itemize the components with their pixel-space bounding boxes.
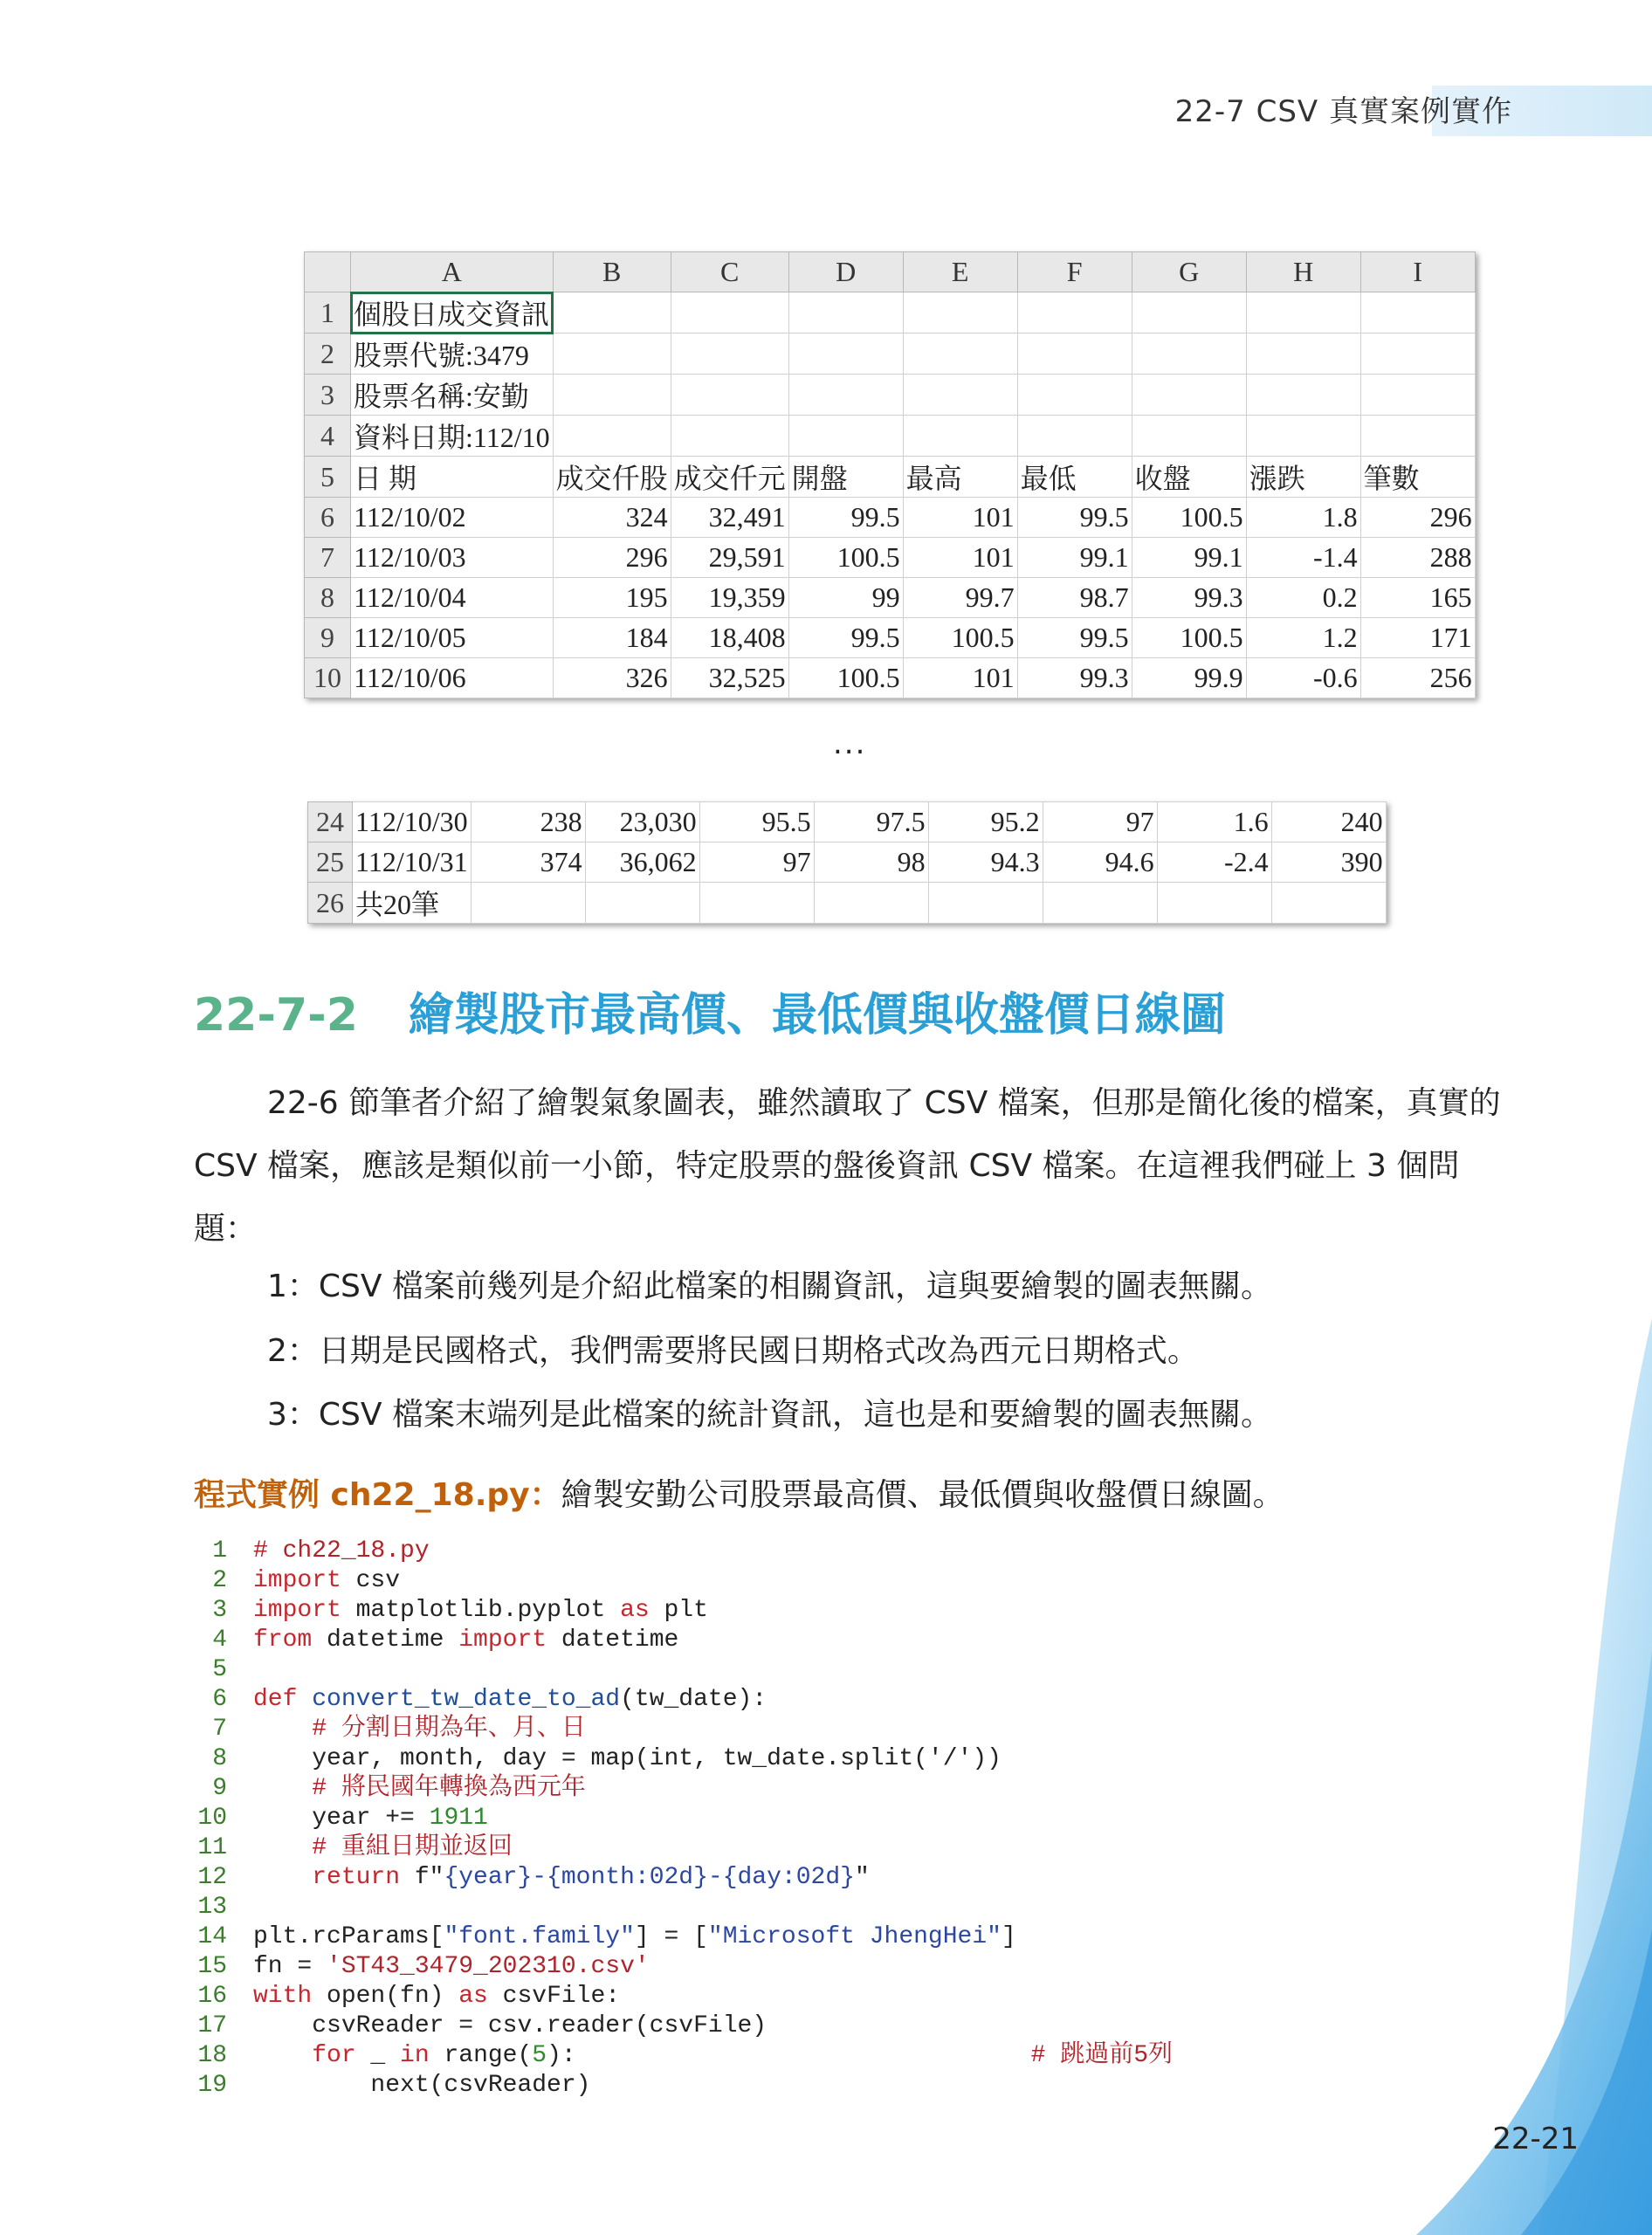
code-keyword: import [253,1597,341,1624]
example-label: 程式實例 ch22_18.py： [194,1477,561,1513]
empty-cell [1132,334,1246,375]
table-cell: 99.9 [1132,658,1246,698]
code-text: plt [649,1597,708,1624]
empty-cell [788,375,903,416]
table-cell: 100.5 [788,538,903,578]
line-number: 14 [197,1923,227,1950]
table-cell: 99.3 [1017,658,1132,698]
empty-cell [553,334,671,375]
code-text: ): [547,2042,576,2069]
code-comment: # 跳過前5列 [1030,2042,1174,2069]
empty-cell [671,416,788,457]
code-line [194,1833,1173,1863]
omission-ellipsis: ... [833,726,867,761]
table-cell: 0.2 [1246,578,1360,618]
table-cell: 開盤 [788,457,903,498]
running-header: 22-7 CSV 真實案例實作 [1174,94,1512,129]
code-comment: # 分割日期為年、月、日 [253,1716,586,1743]
list-item: 1：CSV 檔案前幾列是介紹此檔案的相關資訊，這與要繪製的圖表無關。 [267,1269,1272,1304]
page-number: 22-21 [1492,2122,1579,2156]
code-text: plt.rcParams[ [253,1923,444,1950]
empty-cell [1017,375,1132,416]
section-title: 繪製股市最高價、最低價與收盤價日線圖 [408,989,1226,1042]
table-row [305,334,1476,375]
empty-cell [671,334,788,375]
code-line [194,1744,1173,1774]
line-number: 3 [212,1597,227,1624]
section-heading [194,978,1226,1043]
empty-cell [903,416,1017,457]
table-cell: 165 [1360,578,1475,618]
line-number: 11 [197,1834,227,1861]
empty-cell [553,375,671,416]
table-cell: 收盤 [1132,457,1246,498]
table-cell: 100.5 [1132,618,1246,658]
table-cell: 最低 [1017,457,1132,498]
line-number: 2 [212,1567,227,1594]
table-cell: 296 [553,538,671,578]
section-number: 22-7-2 [194,989,358,1042]
code-line [194,2071,1173,2101]
example-description: 繪製安勤公司股票最高價、最低價與收盤價日線圖。 [561,1477,1284,1513]
empty-cell [1132,292,1246,334]
line-number: 13 [197,1894,227,1921]
code-line [194,2041,1173,2071]
table-row [305,498,1476,538]
line-number: 12 [197,1864,227,1891]
table-cell: 94.3 [928,842,1043,883]
sheet-corner [305,252,351,292]
table-row [305,416,1476,457]
table-cell: 97 [1043,802,1157,842]
table-row [305,658,1476,698]
table-cell: 18,408 [671,618,788,658]
code-text: ] = [ [634,1923,708,1950]
empty-cell [928,883,1043,924]
code-string: {year}-{month:02d}-{day:02d} [444,1864,855,1891]
table-cell: 374 [471,842,585,883]
table-cell: 筆數 [1360,457,1475,498]
code-text: f" [400,1864,444,1891]
table-cell: 101 [903,498,1017,538]
table-cell: -1.4 [1246,538,1360,578]
table-cell: 240 [1271,802,1386,842]
table-cell: 184 [553,618,671,658]
code-text: _ [355,2042,401,2069]
code-line [194,1655,1173,1685]
table-row [308,842,1387,883]
code-keyword: def [253,1686,298,1713]
column-header: D [788,252,903,292]
table-cell: 296 [1360,498,1475,538]
table-cell: 32,525 [671,658,788,698]
empty-cell [1246,375,1360,416]
code-text: next(csvReader) [253,2072,591,2099]
column-header: E [903,252,1017,292]
table-cell: 成交仟元 [671,457,788,498]
table-row [308,802,1387,842]
column-header: F [1017,252,1132,292]
code-keyword: as [458,1983,488,2010]
table-row [305,578,1476,618]
code-text: range( [429,2042,533,2069]
table-cell: 97 [699,842,814,883]
empty-cell [1132,375,1246,416]
table-cell: 99 [788,578,903,618]
code-text: open(fn) [312,1983,459,2010]
code-line [194,1537,1173,1566]
table-cell: 最高 [903,457,1017,498]
code-keyword: with [253,1983,313,2010]
empty-cell [585,883,699,924]
row-number: 9 [305,618,351,658]
column-header: B [553,252,671,292]
table-cell: 326 [553,658,671,698]
empty-cell [1246,292,1360,334]
empty-cell [788,416,903,457]
code-text: ] [1001,1923,1016,1950]
row-number: 5 [305,457,351,498]
table-cell: 94.6 [1043,842,1157,883]
code-line [194,1893,1173,1922]
row-number: 26 [308,883,353,924]
table-cell: 95.2 [928,802,1043,842]
line-number: 18 [197,2042,227,2069]
code-string: "font.family" [444,1923,635,1950]
column-header: C [671,252,788,292]
body-paragraph: 22-6 節筆者介紹了繪製氣象圖表，雖然讀取了 CSV 檔案，但那是簡化後的檔案，真實的 CSV 檔案，應該是類似前一小節，特定股票的盤後資訊 CSV 檔案。在這裡我們碰上 3 個問題： [194,1085,1501,1247]
empty-cell [1271,883,1386,924]
empty-cell [1132,416,1246,457]
empty-cell [1360,292,1475,334]
table-cell: 日 期 [351,457,554,498]
empty-cell [1017,416,1132,457]
table-row [305,292,1476,334]
code-keyword: from [253,1626,313,1654]
line-number: 10 [197,1805,227,1832]
code-keyword: as [620,1597,650,1624]
table-cell: 1.2 [1246,618,1360,658]
row-number: 2 [305,334,351,375]
code-comment: # 將民國年轉換為西元年 [253,1775,586,1802]
table-row [305,538,1476,578]
empty-cell [671,292,788,334]
table-cell: 112/10/31 [353,842,472,883]
column-header: A [351,252,554,292]
code-line [194,1626,1173,1655]
code-text: csv [341,1567,401,1594]
table-cell: 112/10/04 [351,578,554,618]
table-cell: -2.4 [1157,842,1271,883]
table-cell: 97.5 [814,802,928,842]
empty-cell [788,292,903,334]
code-line [194,1863,1173,1893]
empty-cell [903,334,1017,375]
line-number: 9 [212,1775,227,1802]
column-header: G [1132,252,1246,292]
column-header: I [1360,252,1475,292]
list-item: 2：日期是民國格式，我們需要將民國日期格式改為西元日期格式。 [267,1333,1199,1369]
code-keyword: for [253,2042,356,2069]
code-text: matplotlib.pyplot [341,1597,621,1624]
empty-cell [814,883,928,924]
table-cell: 股票名稱:安勤 [351,375,554,416]
table-row [305,375,1476,416]
table-cell: 101 [903,538,1017,578]
code-line [194,1685,1173,1715]
decorative-swoosh [1364,1318,1652,2235]
table-cell: 112/10/06 [351,658,554,698]
empty-cell [553,416,671,457]
table-cell: 股票代號:3479 [351,334,554,375]
code-keyword: return [253,1864,401,1891]
row-number: 7 [305,538,351,578]
table-cell: 99.1 [1017,538,1132,578]
spreadsheet-top [304,251,1476,698]
empty-cell [903,292,1017,334]
code-line [194,1952,1173,1982]
table-cell: 99.5 [788,618,903,658]
code-text: datetime [312,1626,459,1654]
code-text: datetime [547,1626,679,1654]
row-number: 4 [305,416,351,457]
line-number: 17 [197,2012,227,2039]
example-caption [194,1470,1284,1515]
table-cell: 112/10/02 [351,498,554,538]
code-line [194,1982,1173,2012]
code-line [194,1715,1173,1744]
code-number: 5 [532,2042,547,2069]
table-cell: 漲跌 [1246,457,1360,498]
line-number: 16 [197,1983,227,2010]
code-comment: # 重組日期並返回 [253,1834,513,1861]
code-keyword: in [400,2042,430,2069]
table-cell: 99.7 [903,578,1017,618]
row-number: 3 [305,375,351,416]
list-item: 3：CSV 檔案末端列是此檔案的統計資訊，這也是和要繪製的圖表無關。 [267,1397,1272,1433]
code-string: "Microsoft JhengHei" [707,1923,1002,1950]
empty-cell [1043,883,1157,924]
row-number: 1 [305,292,351,334]
code-text: " [854,1864,870,1891]
table-cell: 112/10/03 [351,538,554,578]
table-cell: 324 [553,498,671,538]
empty-cell [1360,334,1475,375]
table-cell: 99.5 [788,498,903,538]
line-number: 7 [212,1716,227,1743]
column-header-row [305,252,1476,292]
table-cell: 238 [471,802,585,842]
table-cell: 98 [814,842,928,883]
code-keyword: import [458,1626,547,1654]
table-cell: 100.5 [788,658,903,698]
empty-cell [699,883,814,924]
row-number: 10 [305,658,351,698]
code-keyword: import [253,1567,341,1594]
table-cell: 1.6 [1157,802,1271,842]
code-line [194,1804,1173,1833]
empty-cell [1017,292,1132,334]
code-listing [194,1537,1173,2101]
table-cell: 112/10/05 [351,618,554,658]
table-row [308,883,1387,924]
code-line [194,2012,1173,2041]
table-row [305,457,1476,498]
empty-cell [1246,416,1360,457]
empty-cell [1360,375,1475,416]
table-cell: 100.5 [903,618,1017,658]
table-cell: 99.5 [1017,498,1132,538]
table-cell: 99.5 [1017,618,1132,658]
table-cell: 100.5 [1132,498,1246,538]
table-cell: 112/10/30 [353,802,472,842]
table-row [305,618,1476,658]
table-cell: -0.6 [1246,658,1360,698]
empty-cell [671,375,788,416]
line-number: 8 [212,1745,227,1772]
code-text: (tw_date): [620,1686,767,1713]
table-cell: 195 [553,578,671,618]
table-cell: 98.7 [1017,578,1132,618]
line-number: 19 [197,2072,227,2099]
table-cell: 成交仟股 [553,457,671,498]
row-number: 25 [308,842,353,883]
table-cell: 共20筆 [353,883,472,924]
code-number: 1911 [429,1805,488,1832]
table-cell: 19,359 [671,578,788,618]
empty-cell [553,292,671,334]
code-line [194,1566,1173,1596]
table-cell: 資料日期:112/10 [351,416,554,457]
code-text: csvReader = csv.reader(csvFile) [253,2012,767,2039]
code-text: year, month, day = map(int, tw_date.split('/')) [253,1745,1002,1772]
code-line [194,1596,1173,1626]
empty-cell [903,375,1017,416]
code-string: 'ST43_3479_202310.csv' [327,1953,650,1980]
code-text: year += [253,1805,430,1832]
table-cell: 390 [1271,842,1386,883]
table-cell: 99.1 [1132,538,1246,578]
spreadsheet-bottom [307,801,1387,924]
line-number: 15 [197,1953,227,1980]
table-cell: 23,030 [585,802,699,842]
empty-cell [1157,883,1271,924]
empty-cell [471,883,585,924]
table-cell: 171 [1360,618,1475,658]
code-function-name: convert_tw_date_to_ad [297,1686,621,1713]
code-line [194,1774,1173,1804]
empty-cell [1360,416,1475,457]
code-line [194,1922,1173,1952]
code-spacing [576,2042,1031,2069]
line-number: 4 [212,1626,227,1654]
line-number: 6 [212,1686,227,1713]
table-cell: 1.8 [1246,498,1360,538]
table-cell: 36,062 [585,842,699,883]
table-cell: 95.5 [699,802,814,842]
row-number: 8 [305,578,351,618]
row-number: 6 [305,498,351,538]
line-number: 1 [212,1537,227,1564]
row-number: 24 [308,802,353,842]
empty-cell [788,334,903,375]
empty-cell [1017,334,1132,375]
code-text: csvFile: [487,1983,621,2010]
table-cell: 29,591 [671,538,788,578]
empty-cell [1246,334,1360,375]
line-number: 5 [212,1656,227,1683]
table-cell: 101 [903,658,1017,698]
table-cell: 256 [1360,658,1475,698]
table-cell: 99.3 [1132,578,1246,618]
table-cell: 288 [1360,538,1475,578]
code-text: fn = [253,1953,327,1980]
code-comment: # ch22_18.py [253,1537,430,1564]
table-cell: 32,491 [671,498,788,538]
table-cell: 個股日成交資訊 [351,292,554,334]
column-header: H [1246,252,1360,292]
